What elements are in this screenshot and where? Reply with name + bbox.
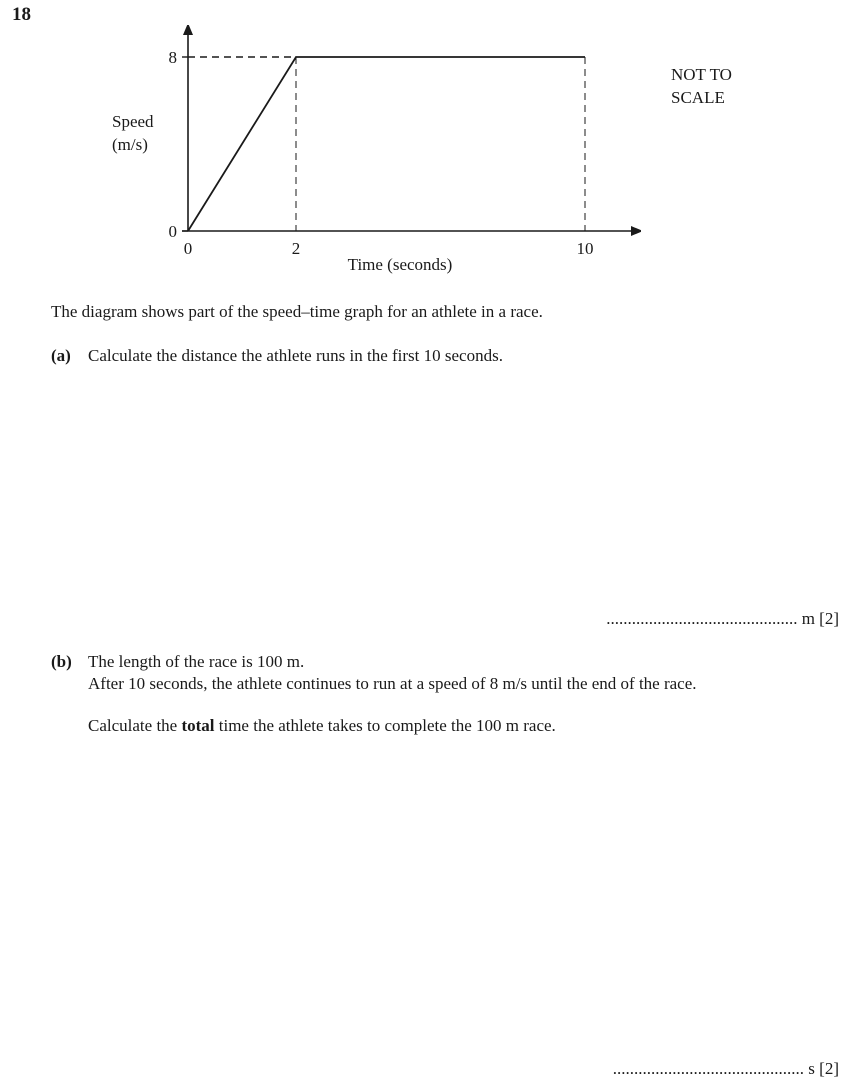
not-to-scale-note bbox=[671, 63, 761, 109]
x-tick-label-0: 0 bbox=[183, 239, 193, 258]
part-b-line1: The length of the race is 100 m. bbox=[88, 652, 305, 671]
part-b-question bbox=[88, 715, 556, 737]
part-b-answer-line: ............................................. s [2] bbox=[612, 1059, 839, 1078]
note-line1: NOT TO bbox=[671, 65, 732, 84]
part-b-line2: After 10 seconds, the athlete continues to run at a speed of 8 m/s until the end of the race. bbox=[88, 674, 697, 693]
x-tick-label-10: 10 bbox=[576, 239, 594, 258]
part-b-q-before: Calculate the bbox=[88, 716, 182, 735]
y-axis-label-line2: (m/s) bbox=[112, 135, 148, 154]
part-a-answer-line: ............................................. m [2] bbox=[606, 609, 839, 628]
part-b-q-bold: total bbox=[181, 716, 215, 735]
part-b-label: (b) bbox=[51, 652, 72, 671]
note-line2: SCALE bbox=[671, 88, 725, 107]
part-b-q-after: time the athlete takes to complete the 100 m race. bbox=[214, 716, 556, 735]
intro-text: The diagram shows part of the speed–time graph for an athlete in a race. bbox=[51, 302, 543, 321]
y-tick-label-8: 8 bbox=[168, 48, 177, 67]
question-number: 18 bbox=[12, 4, 31, 25]
x-tick-label-2: 2 bbox=[291, 239, 301, 258]
part-a-question: Calculate the distance the athlete runs in the first 10 seconds. bbox=[88, 346, 503, 365]
y-tick-label-0: 0 bbox=[168, 222, 177, 241]
part-a-label: (a) bbox=[51, 346, 71, 365]
y-axis-label-line1: Speed bbox=[112, 112, 154, 131]
speed-series-line bbox=[188, 57, 585, 231]
y-axis-label bbox=[112, 110, 182, 156]
x-axis-label: Time (seconds) bbox=[347, 255, 453, 274]
